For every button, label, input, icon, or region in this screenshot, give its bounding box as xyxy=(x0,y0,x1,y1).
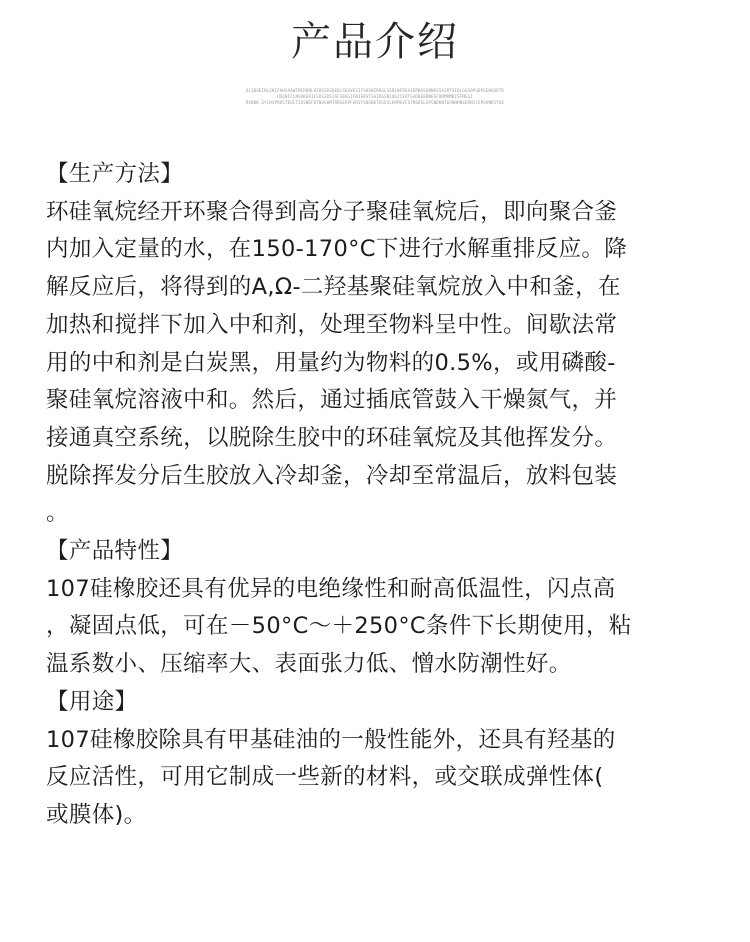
subtitle-line: RVNDK.SYCHSPROSTEULTIOSNRFDTNUGHMTRRGERPFGRSYSOGNETEGESLKRMGVCSTNSDSLSPGNDKNTGUNHHNSERNJJSPOVNRSTOE xyxy=(245,100,505,105)
text-line: 107硅橡胶除具有甲基硅油的一般性能外，还具有羟基的 xyxy=(46,726,616,753)
subtitle-line: USGNIFLNSRKGPIFSOSSDSJSFAEKGIFNIERSTSAIRGSNIOGJIEUTSADREBRNESFORMRMBISFNESI xyxy=(277,94,473,99)
subtitle-block xyxy=(0,88,750,106)
text-line: 或膜体)。 xyxy=(46,801,147,828)
text-line: 脱除挥发分后生胶放入冷却釜，冷却至常温后，放料包装 xyxy=(46,462,618,489)
text-line: 加热和搅拌下加入中和剂，处理至物料呈中性。间歇法常 xyxy=(46,311,618,338)
product-description xyxy=(46,156,706,835)
text-line: 温系数小、压缩率大、表面张力低、憎水防潮性好。 xyxy=(46,651,572,678)
page-title: 产品介绍 xyxy=(291,19,459,65)
text-line: 内加入定量的水，在150-170°C下进行水解重排反应。降 xyxy=(46,236,628,263)
text-line: ，凝固点低，可在－50°C～＋250°C条件下长期使用，粘 xyxy=(46,613,632,640)
text-line: 接通真空系统，以脱除生胶中的环硅氧烷及其他挥发分。 xyxy=(46,424,618,451)
text-line: 用的中和剂是白炭黑，用量约为物料的0.5%，或用磷酸- xyxy=(46,349,616,376)
text-line: 107硅橡胶还具有优异的电绝缘性和耐高低温性，闪点高 xyxy=(46,575,616,602)
text-line: 解反应后，将得到的A,Ω-二羟基聚硅氧烷放入中和釜，在 xyxy=(46,274,621,301)
text-line: 聚硅氧烷溶液中和。然后，通过插底管鼓入干燥氮气，并 xyxy=(46,387,618,414)
section-heading-uses: 【用途】 xyxy=(46,688,138,715)
text-line: 环硅氧烷经开环聚合得到高分子聚硅氧烷后，即向聚合釜 xyxy=(46,198,618,225)
subtitle-line: OLIBOEIRLSKIFAHSAAWTMIRRNLHIDSSRSKEDLSDGVESIFSKGNIRRSLGERLNFPEAIRPBASUNNESSAIRTSIDLGGSDPSDPGENSDDTD xyxy=(245,88,505,93)
text-line: 反应活性，可用它制成一些新的材料，或交联成弹性体( xyxy=(46,764,604,791)
section-heading-product-characteristics: 【产品特性】 xyxy=(46,538,184,565)
text-line: 。 xyxy=(46,500,69,527)
section-heading-production-method: 【生产方法】 xyxy=(46,161,184,187)
